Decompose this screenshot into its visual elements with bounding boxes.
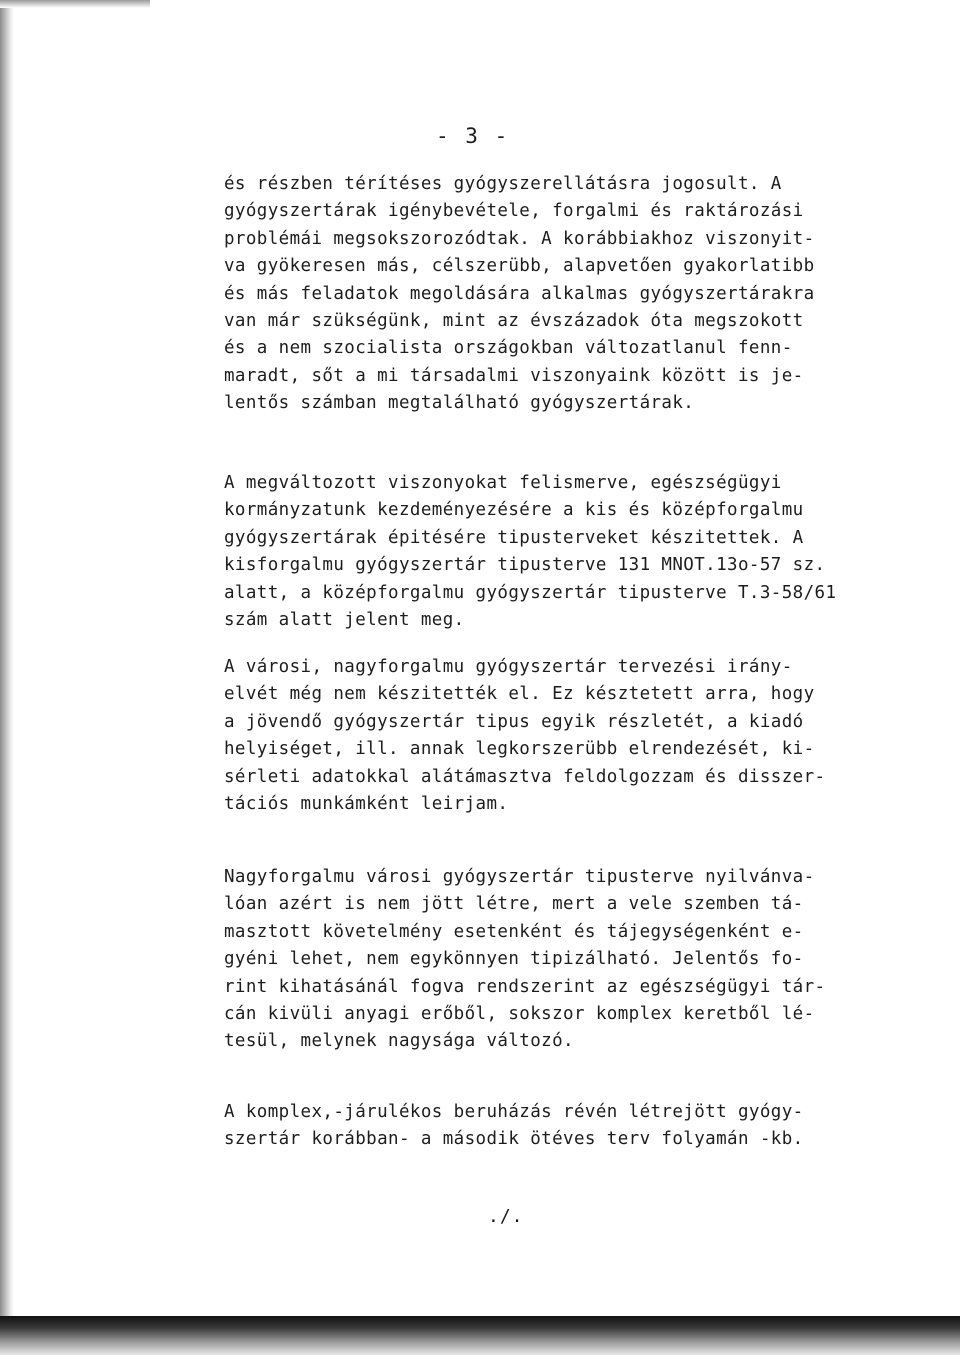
text-line: cán kivüli anyagi erőből, sokszor komplex keretből lé- [224,1003,815,1024]
text-line: rint kihatásánál fogva rendszerint az egészségügyi tár- [224,976,826,997]
text-line: masztott követelmény esetenként és tájegységenként e- [224,921,804,942]
text-line: és részben térítéses gyógyszerellátásra jogosult. A [224,174,782,194]
text-line: elvét még nem készitették el. Ez késztetett arra, hogy [224,684,815,705]
text-line: A városi, nagyforgalmu gyógyszertár tervezési irány- [224,657,793,677]
paragraph-5 [224,1099,804,1154]
page-number: - 3 - [436,124,510,148]
text-line: maradt, sőt a mi társadalmi viszonyaink között is je- [224,365,804,386]
scan-bottom-band [0,1316,960,1355]
text-line: van már szükségünk, mint az évszázadok óta megszokott [224,310,804,331]
text-line: Nagyforgalmu városi gyógyszertár tipusterve nyilvánva- [224,867,815,887]
text-line: a jövendő gyógyszertár tipus egyik részletét, a kiadó [224,711,804,732]
text-line: A megváltozott viszonyokat felismerve, egészségügyi [224,473,782,493]
continuation-mark: ./. [488,1206,524,1227]
text-line: kisforgalmu gyógyszertár tipusterve 131 MNOT.13o-57 sz. [224,555,826,576]
scan-corner-mark [0,0,150,8]
paragraph-2 [224,470,836,634]
text-line: kormányzatunk kezdeményezésére a kis és középforgalmu [224,500,804,521]
paragraph-1 [224,171,815,418]
text-line: lóan azért is nem jött létre, mert a vele szemben tá- [224,894,804,915]
text-line: és a nem szocialista országokban változatlanul fenn- [224,338,793,359]
paragraph-4 [224,864,825,1056]
paragraph-3 [224,654,825,818]
text-line: gyéni lehet, nem egykönnyen tipizálható. Jelentős fo- [224,949,804,970]
text-line: helyiséget, ill. annak legkorszerübb elrendezését, ki- [224,739,815,760]
text-line: lentős számban megtalálható gyógyszertárak. [224,393,695,414]
text-line: gyógyszertárak igénybevétele, forgalmi és raktározási [224,201,804,222]
text-line: szertár korábban- a második ötéves terv folyamán -kb. [224,1129,804,1150]
scan-left-edge [0,0,14,1355]
text-line: gyógyszertárak épitésére tipusterveket készitettek. A [224,527,804,548]
text-line: problémái megsokszorozódtak. A korábbiakhoz viszonyit- [224,228,815,249]
text-line: A komplex,-járulékos beruházás révén létrejött gyógy- [224,1102,804,1122]
text-line: sérleti adatokkal alátámasztva feldolgozzam és disszer- [224,766,826,787]
text-line: tesül, melynek nagysága változó. [224,1031,574,1052]
text-line: és más feladatok megoldására alkalmas gyógyszertárakra [224,283,815,304]
text-line: va gyökeresen más, célszerübb, alapvetően gyakorlatibb [224,256,815,277]
text-line: szám alatt jelent meg. [224,609,465,630]
text-line: alatt, a középforgalmu gyógyszertár tipusterve T.3-58/61 [224,582,837,603]
text-line: tációs munkámként leirjam. [224,793,509,814]
